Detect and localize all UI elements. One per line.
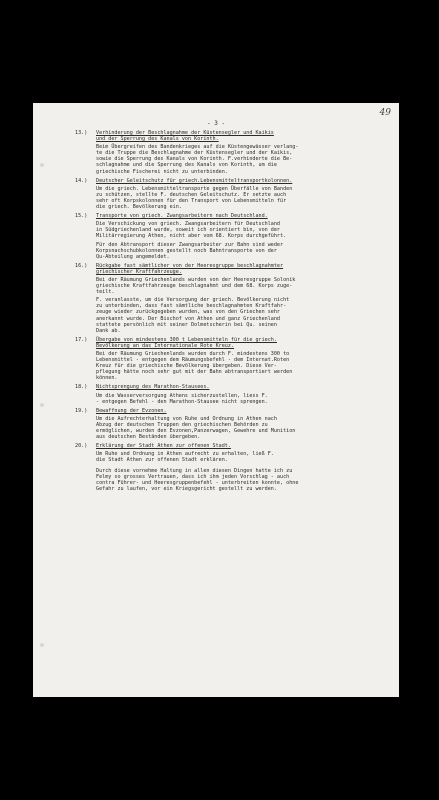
section-paragraph: [96, 277, 387, 295]
text-line: Korpsnachschubkolonnen gestellt noch Bahntransporte von der: [96, 247, 277, 254]
page-number: - 3 -: [206, 120, 226, 127]
section-item: [75, 130, 387, 175]
text-line: sowie die Sperrung des Kanals von Korinth. F.verhinderte die Be-: [96, 156, 293, 163]
section-heading: [96, 130, 387, 142]
text-line: griechische Fischerei nicht zu unterbinden.: [96, 168, 228, 175]
section-number: 15.): [75, 213, 88, 220]
section-body: [96, 337, 387, 382]
text-line: Die Verschickung von griech. Zwangsarbeitern für Deutschland: [96, 221, 281, 228]
heading-line: Nichtsprengung des Marathon-Stausees.: [96, 384, 210, 391]
text-line: in Südgriechenland wurde, soweit ich orientiert bin, von der: [96, 227, 281, 234]
section-paragraph: [96, 416, 387, 440]
section-heading: [96, 443, 387, 449]
section-number: 14.): [75, 177, 88, 184]
heading-line: Erklärung der Stadt Athen zur offenen Stadt.: [96, 443, 231, 450]
section-body: [96, 384, 387, 404]
text-line: F. veranlasste, um die Versorgung der griech. Bevölkerung nicht: [96, 297, 290, 304]
section-item: [75, 263, 387, 334]
section-item: [75, 408, 387, 440]
text-line: Beim Übergreifen des Bandenkrieges auf die Küstengewässer verlang-: [96, 144, 299, 151]
section-heading: [96, 337, 387, 349]
text-line: - entgegen Befehl - den Marathon-Stausee nicht sprengen.: [96, 398, 268, 405]
section-number: 16.): [75, 262, 88, 269]
text-line: Dank ab.: [96, 327, 121, 334]
section-paragraph: [96, 351, 387, 381]
section-body: [96, 263, 387, 334]
section-number: 18.): [75, 384, 88, 391]
text-line: Lebensmittel - entgegen dem Räumungsbefehl - dem Internat.Roten: [96, 357, 290, 364]
section-body: [96, 178, 387, 210]
text-line: teilt.: [96, 289, 115, 296]
section-item: [75, 384, 387, 404]
section-heading: [96, 384, 387, 390]
heading-line: Bevölkerung an das Internationale Rote Kreuz.: [96, 342, 235, 349]
section-body: [96, 213, 387, 260]
section-paragraph: [96, 451, 387, 463]
section-paragraph: [96, 393, 387, 405]
text-line: zeuge wieder zurückgegeben wurden, was von den Griechen sehr: [96, 309, 281, 316]
heading-line: griechischer Kraftfahrzeuge.: [96, 268, 182, 275]
section-heading: [96, 408, 387, 414]
text-line: Um die Aufrechterhaltung von Ruhe und Ordnung in Athen nach: [96, 415, 277, 422]
text-line: können.: [96, 375, 118, 382]
text-line: Bei der Räumung Griechenlands wurden durch F. mindestens 300 to: [96, 351, 290, 357]
section-item: [75, 213, 387, 260]
text-line: die griech. Bevölkerung ein.: [96, 204, 182, 211]
section-body: [96, 408, 387, 440]
text-line: anerkannt wurde. Der Bischof von Athen und ganz Griechenland: [96, 315, 281, 322]
punch-hole: [40, 403, 44, 407]
text-line: ermöglichen, wurden den Evzonen,Panzerwagen, Gewehre und Munition: [96, 428, 296, 435]
section-paragraph: [96, 144, 387, 174]
heading-line: Bewaffnung der Evzonen.: [96, 407, 167, 414]
section-paragraph: [96, 242, 387, 260]
section-item: [75, 337, 387, 382]
text-line: Um die Wasserversorgung Athens sicherzustellen, liess F.: [96, 392, 268, 399]
document-body: [75, 130, 387, 492]
text-line: te die Truppe die Beschlagnahme der Küstensegler und der Kaikis,: [96, 150, 293, 157]
section-paragraph: [96, 297, 387, 334]
text-line: Um die griech. Lebensmitteltransporte gegen Überfälle von Banden: [96, 185, 293, 192]
folio-number: 49: [379, 108, 391, 118]
heading-line: Rückgabe fast sämtlicher von der Heeresgruppe beschlagnahmter: [96, 262, 284, 269]
section-body: [96, 443, 387, 463]
text-line: Gefahr zu laufen, vor ein Kriegsgericht gestellt zu werden.: [96, 485, 277, 492]
text-line: Bei der Räumung Griechenlands wurden von der Heeresgruppe Solonik: [96, 276, 296, 283]
heading-line: Verhinderung der Beschlagnahme der Küstensegler und Kaikis: [96, 130, 274, 136]
heading-line: Transporte von griech. Zwangsarbeitern nach Deutschland.: [96, 213, 268, 220]
document-page: [33, 103, 399, 697]
text-line: Qu-Abteilung angemeldet.: [96, 253, 170, 260]
section-heading: [96, 178, 387, 184]
section-heading: [96, 213, 387, 219]
section-number: 19.): [75, 407, 88, 414]
section-paragraph: [96, 221, 387, 239]
text-line: zu schützen, stellte F. deutschen Geleitschutz. Er setzte auch: [96, 191, 287, 198]
section-paragraph: [96, 186, 387, 210]
text-line: die Stadt Athen zur offenen Stadt erklären.: [96, 457, 228, 464]
text-line: schlagnahme und die Sperrung des Kanals von Korinth, um die: [96, 162, 277, 169]
text-line: zu unterbinden, dass fast sämtliche beschlagnahmten Kraftfahr-: [96, 303, 287, 310]
punch-hole: [40, 643, 44, 647]
closing-paragraph: [96, 468, 387, 492]
section-number: 20.): [75, 443, 88, 450]
heading-line: Übergabe von mindestens 300 t Lebensmitteln für die griech.: [96, 336, 277, 343]
text-line: stattete persönlich mit seiner Dolmetscherin bei Qu. seinen: [96, 321, 277, 328]
section-item: [75, 443, 387, 463]
heading-line: Deutscher Geleitschutz für griech.Lebensmitteltransportkolonnen.: [96, 177, 293, 184]
text-line: Kreuz für die griechische Bevölkerung übergeben. Diese Ver-: [96, 363, 277, 370]
section-heading: [96, 263, 387, 275]
text-line: Militärregierung Athen, nicht aber vom 68. Korps durchgeführt.: [96, 233, 287, 240]
section-number: 17.): [75, 336, 88, 343]
section-number: 13.): [75, 130, 88, 136]
text-line: Für den Abtransport dieser Zwangsarbeiter zur Bahn sind weder: [96, 241, 284, 248]
text-line: aus deutschen Beständen übergeben.: [96, 434, 201, 441]
text-line: pflegung hätte noch sehr gut mit der Bahn abtransportiert werden: [96, 369, 293, 376]
text-line: contra Führer- und Heeresgruppenbefehl - unterbreiten konnte, ohne: [96, 479, 299, 486]
text-line: sehr oft Korpskolonnen für den Transport von Lebensmitteln für: [96, 197, 287, 204]
text-line: Um Ruhe und Ordnung in Athen aufrecht zu erhalten, ließ F.: [96, 451, 274, 458]
section-body: [96, 130, 387, 175]
text-line: Abzug der deutschen Truppen den griechischen Behörden zu: [96, 421, 268, 428]
text-line: Felmy so grosses Vertrauen, dass ich ihm jeden Vorschlag - auch: [96, 473, 290, 480]
heading-line: und der Sperrung des Kanals von Korinth.: [96, 136, 219, 143]
section-item: [75, 178, 387, 210]
punch-hole: [40, 163, 44, 167]
text-line: Durch diese vornehme Haltung in allen diesen Dingen hatte ich zu: [96, 467, 293, 474]
text-line: griechische Kraftfahrzeuge beschlagnahmt und dem 68. Korps zuge-: [96, 283, 293, 290]
